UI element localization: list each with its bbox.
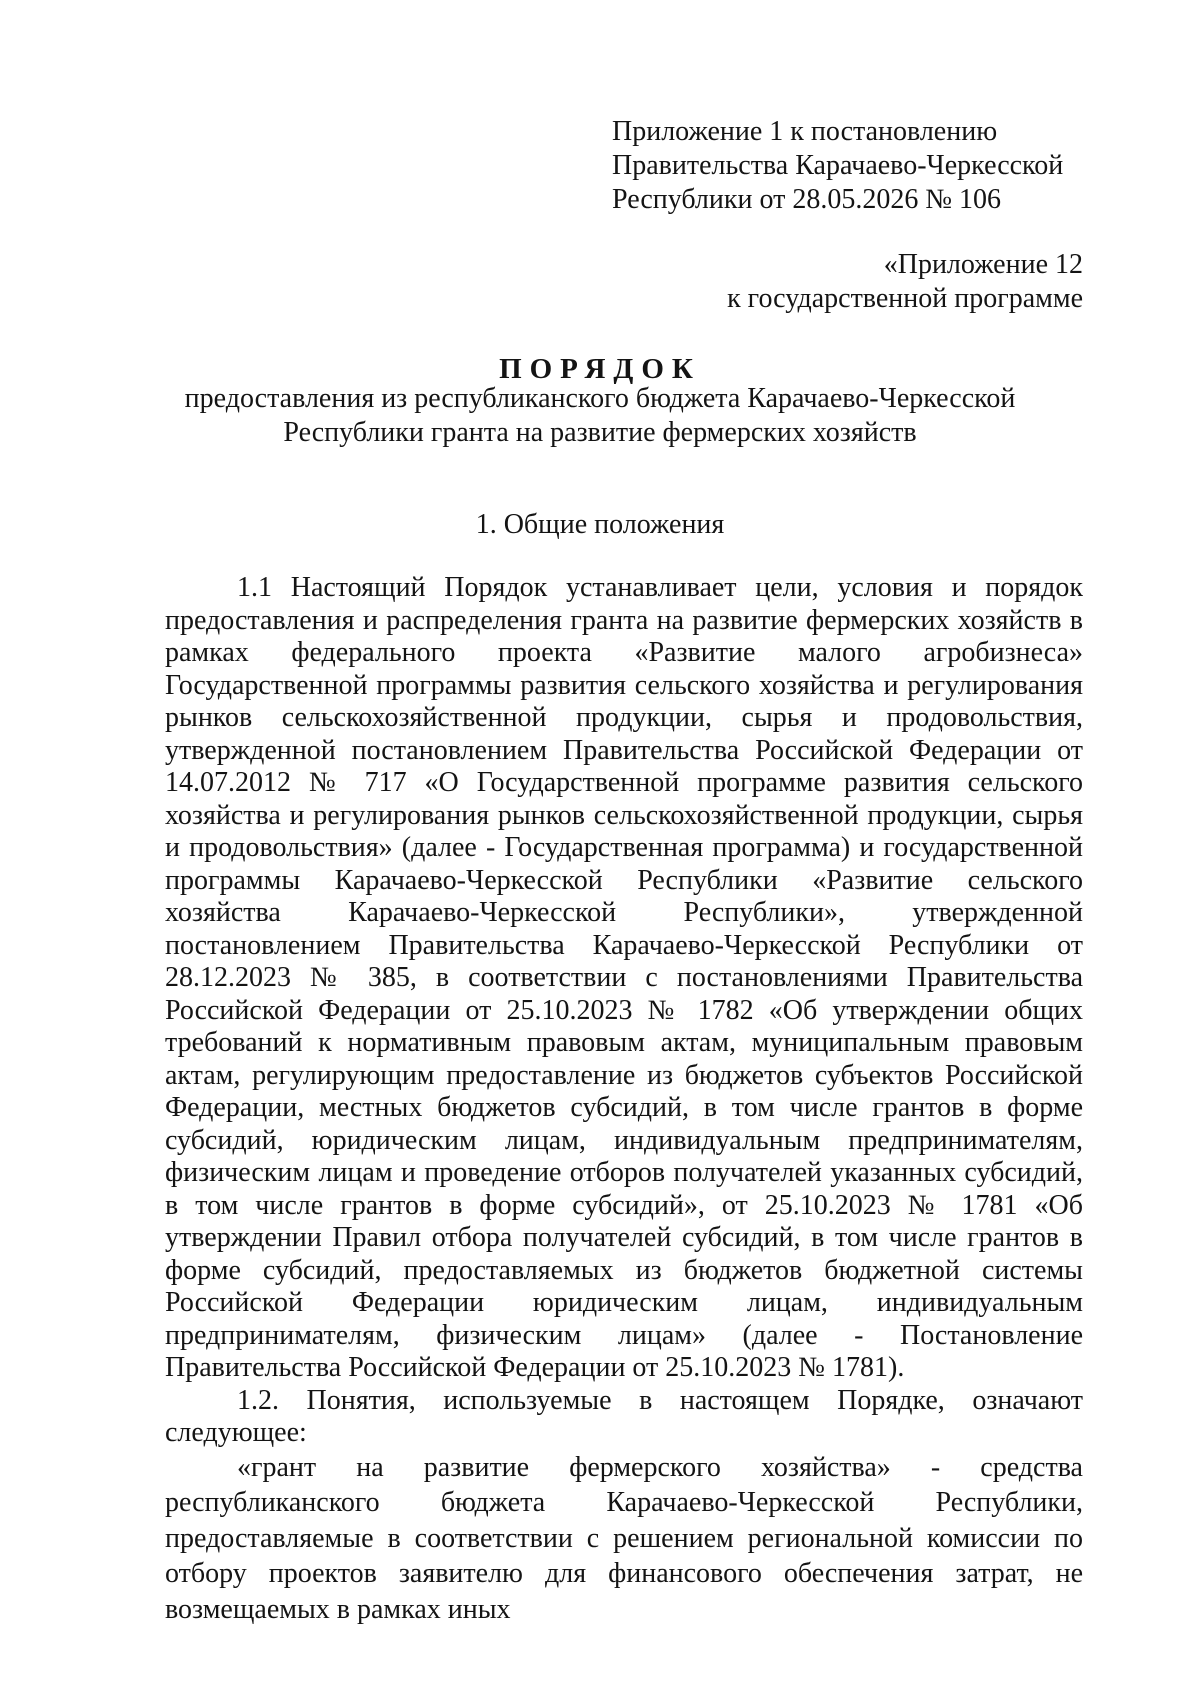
section-heading: 1. Общие положения [475, 509, 725, 540]
program-appendix-reference [727, 248, 1083, 316]
subtitle-line: Республики гранта на развитие фермерских хозяйств [283, 417, 917, 448]
subtitle-line: предоставления из республиканского бюджета Карачаево-Черкесской [184, 383, 1016, 414]
appendix-line: Приложение 1 к постановлению [612, 116, 998, 147]
program-appendix-line: к государственной программе [727, 283, 1083, 314]
appendix-line: Правительства Карачаево-Черкесской [612, 150, 1064, 181]
document-title: ПОРЯДОК [499, 353, 701, 385]
program-appendix-line: «Приложение 12 [883, 249, 1083, 280]
appendix-line: Республики от 28.05.2026 № 106 [612, 184, 1002, 215]
paragraph-1-1: 1.1 Настоящий Порядок устанавливает цели, условия и порядок предоставления и распределения гранта на развитие фермерских хозяйств в рамках федерального проекта «Развитие малого агробизнеса» Государственной программы развития сельского хозяйства и регулирования рынков сельскохозяйственной продукции, сырья и продовольствия, утвержденной постановлением Правительства Российской Федерации от 14.07.2012 № 717 «О Государственной программе развития сельского хозяйства и регулирования рынков сельскохозяйственной продукции, сырья и продовольствия» (далее - Государственная программа) и государственной программы Карачаево-Черкесской Республики «Развитие сельского хозяйства Карачаево-Черкесской Республики», утвержденной постановлением Правительства Карачаево-Черкесской Республики от 28.12.2023 № 385, в соответствии с постановлениями Правительства Российской Федерации от 25.10.2023 № 1782 «Об утверждении общих требований к нормативным правовым актам, муниципальным правовым актам, регулирующим предоставление из бюджетов субъектов Российской Федерации, местных бюджетов субсидий, в том числе грантов в форме субсидий, юридическим лицам, индивидуальным предпринимателям, физическим лицам и проведение отборов получателей указанных субсидий, в том числе грантов в форме субсидий», от 25.10.2023 № 1781 «Об утверждении Правил отбора получателей субсидий, в том числе грантов в форме субсидий, предоставляемых из бюджетов бюджетной системы Российской Федерации юридическим лицам, индивидуальным предпринимателям, физическим лицам» (далее - Постановление Правительства Российской Федерации от 25.10.2023 № 1781). [165, 572, 1083, 1383]
document-subtitle [0, 382, 1200, 450]
paragraph-1-2: 1.2. Понятия, используемые в настоящем Порядке, означают следующее: [165, 1384, 1083, 1448]
document-body [165, 572, 1083, 1627]
definition-paragraph: «грант на развитие фермерского хозяйства» - средства республиканского бюджета Карачаево-Черкесской Республики, предоставляемые в соответствии с решением региональной комиссии по отбору проектов заявителю для финансового обеспечения затрат, не возмещаемых в рамках иных [165, 1451, 1083, 1625]
appendix-reference [612, 115, 1063, 217]
